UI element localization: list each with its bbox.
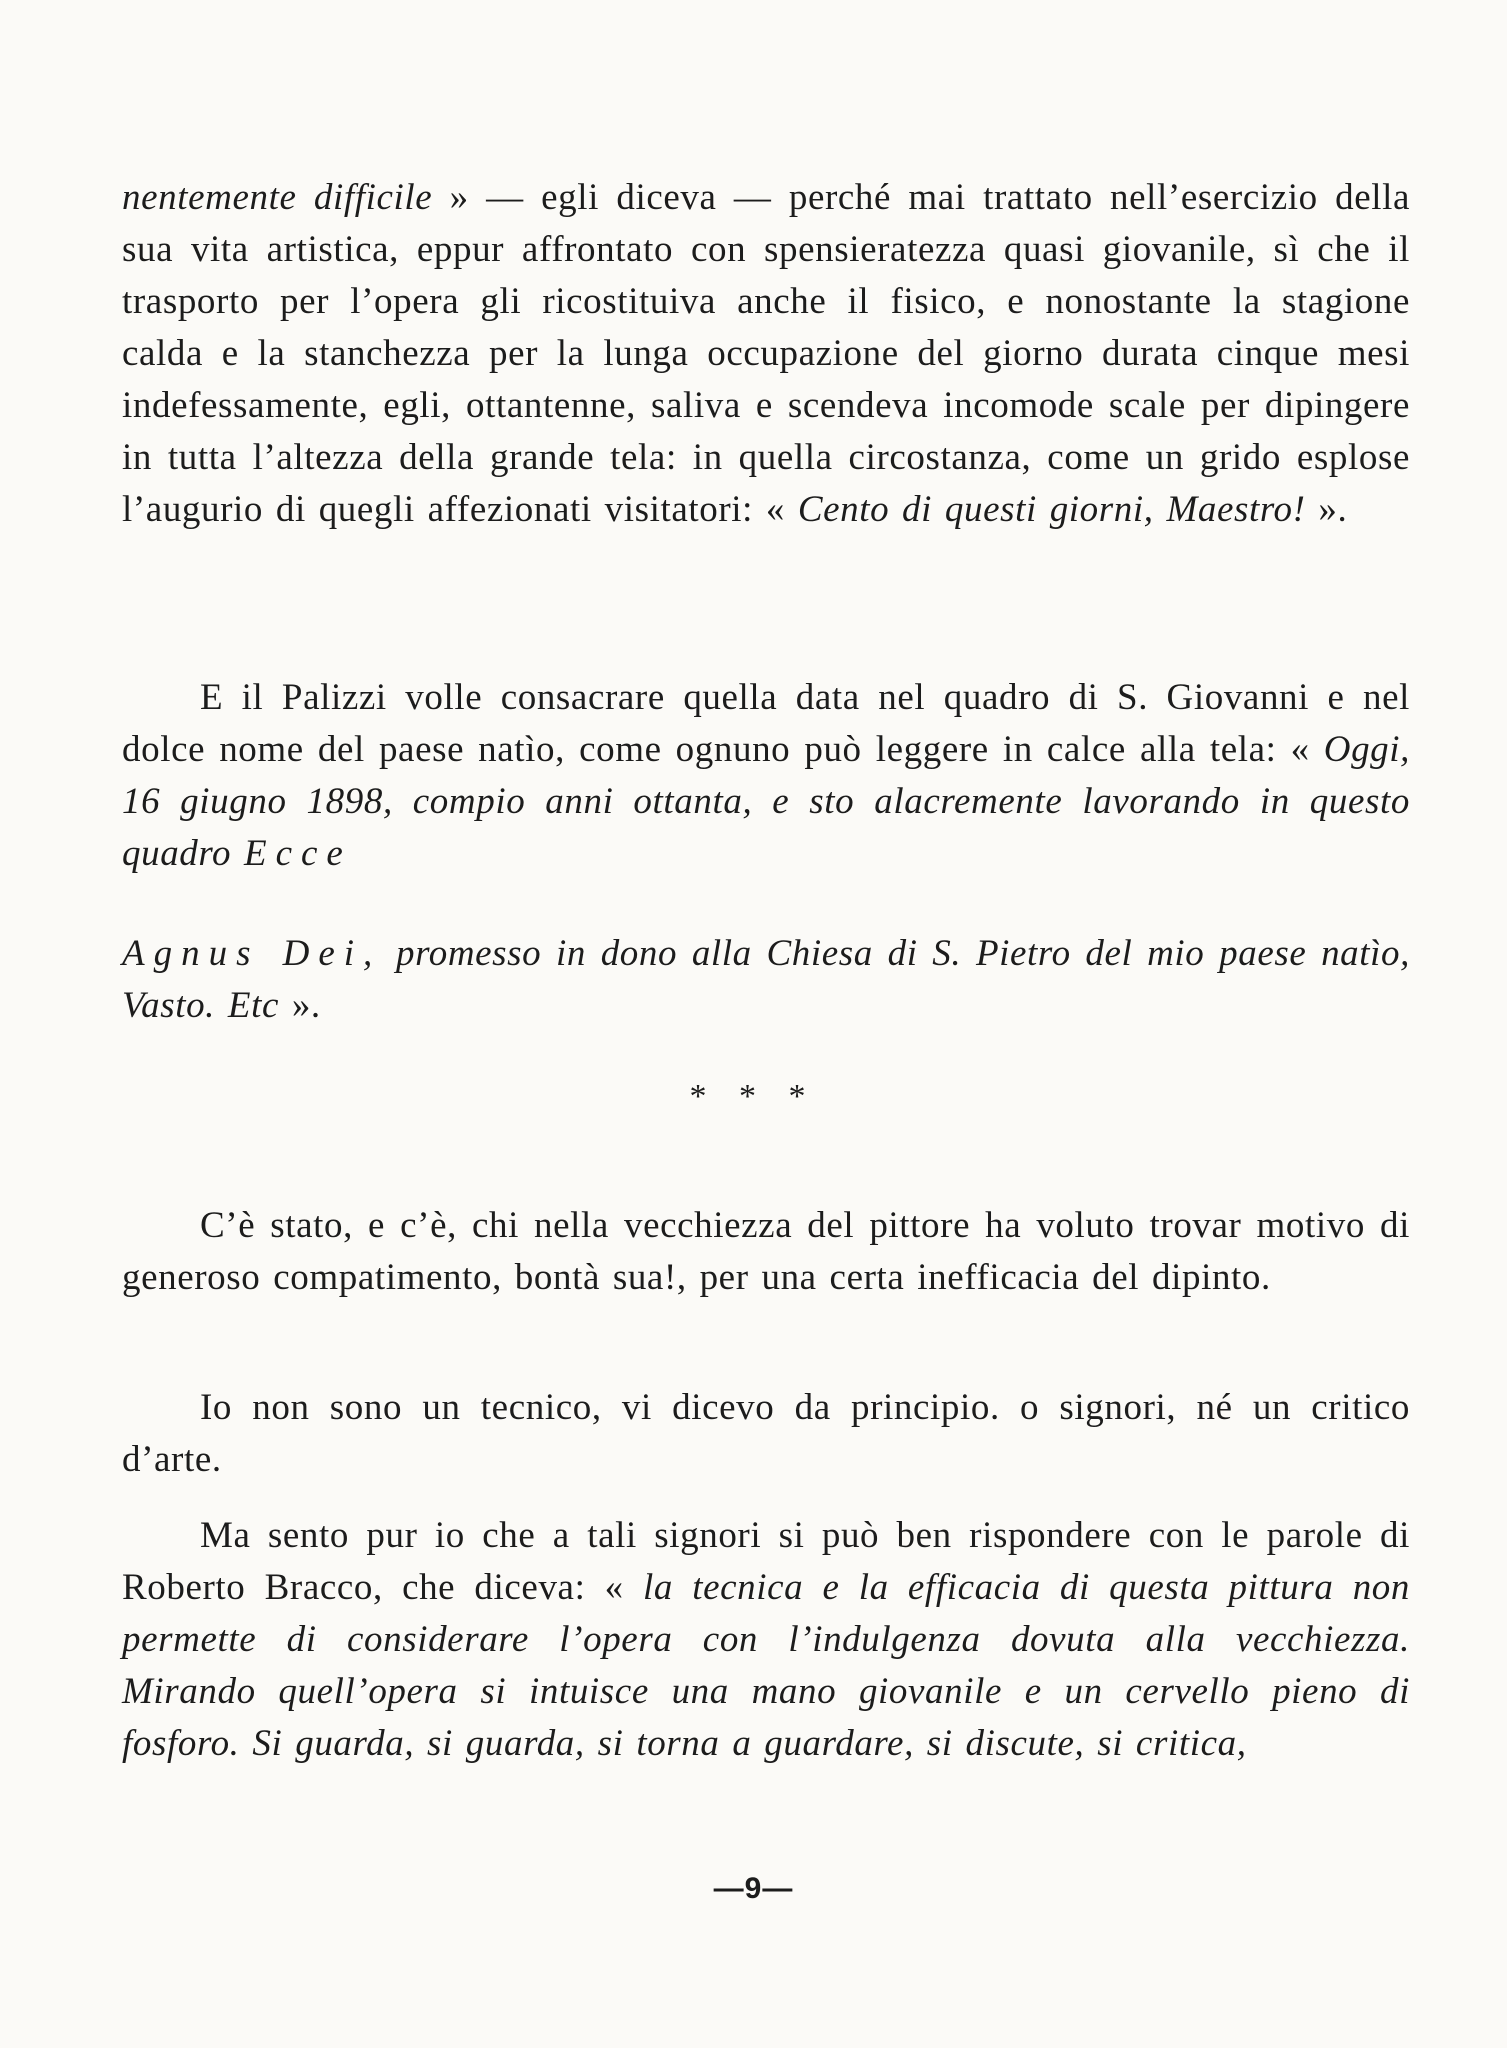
paragraph-inscription-end	[122, 928, 1410, 1032]
paragraph-text: » — egli diceva — perché mai trattato nell’esercizio della sua vita artistica, eppur affrontato con spensieratezza quasi giovanile, sì che il trasporto per l’opera gli ricostituiva anche il fisico, e nonostante la stagione calda e la stanchezza per la lunga occupazione del giorno durata cinque mesi indefessamente, egli, ottantenne, saliva e scendeva incomode scale per dipingere in tutta l’altezza della grande tela: in quella circostanza, come un grido esplose l’augurio di quegli affezionati visitatori: «	[122, 177, 1410, 530]
section-separator: * * *	[689, 1078, 818, 1115]
spaced-title-ecce: Ecce	[243, 833, 352, 874]
spaced-title-agnus-dei: Agnus Dei,	[122, 933, 382, 974]
italic-inscription-end: promesso in dono alla Chiesa di S. Pietro del mio paese natìo, Vasto. Etc	[122, 933, 1410, 1026]
italic-bracco-quote: la tecnica e la efficacia di questa pittura non permette di considerare l’opera con l’indulgenza dovuta alla vecchiezza. Mirando quell’opera si intuisce una mano giovanile e un cervello pieno di fosforo. Si guarda, si guarda, si torna a guardare, si discute, si critica,	[122, 1567, 1411, 1764]
paragraph-text: E il Palizzi volle consacrare quella data nel quadro di S. Giovanni e nel dolce nome del paese natìo, come ognuno può leggere in calce alla tela: «	[122, 677, 1410, 770]
page-number: —9—	[713, 1872, 794, 1905]
quote-close: ».	[1305, 489, 1348, 530]
quote-close: ».	[278, 985, 321, 1026]
paragraph-bracco-quote	[122, 1510, 1410, 1770]
paragraph-text: Ma sento pur io che a tali signori si può ben rispondere con le parole di Roberto Bracco, che diceva: «	[122, 1515, 1410, 1608]
italic-quote: Cento di questi giorni, Maestro!	[797, 489, 1306, 530]
paragraph-palizzi-date	[122, 672, 1410, 880]
italic-inscription: Oggi, 16 giugno 1898, compio anni ottanta, e sto alacremente lavorando in questo quadro	[122, 729, 1410, 874]
italic-quote-start: nentemente difficile	[122, 177, 433, 218]
paragraph-non-tecnico: Io non sono un tecnico, vi dicevo da principio. o signori, né un critico d’arte.	[122, 1387, 1410, 1480]
paragraph-continuation	[122, 172, 1410, 536]
paragraph-vecchiezza: C’è stato, e c’è, chi nella vecchiezza del pittore ha voluto trovar motivo di generoso compatimento, bontà sua!, per una certa inefficacia del dipinto.	[122, 1205, 1410, 1298]
